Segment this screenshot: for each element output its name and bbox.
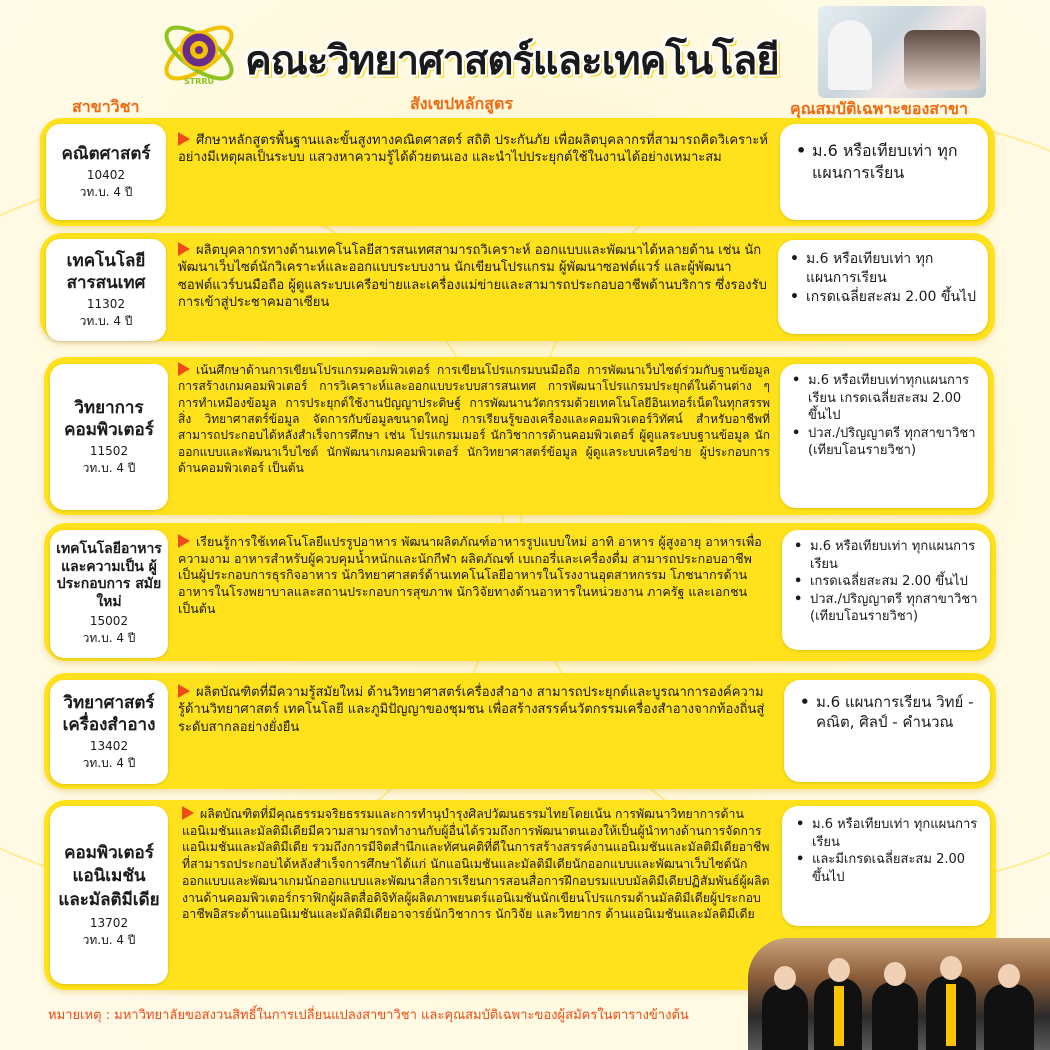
program-name-card <box>50 364 168 510</box>
program-code: 13702 <box>89 915 129 930</box>
program-name-card <box>46 239 166 341</box>
qualification-card <box>778 240 988 334</box>
qualification-item: • ปวส./ปริญญาตรี ทุกสาขาวิชา (เทียบโอนรายวิชา) <box>788 425 980 460</box>
program-name-card <box>46 124 166 220</box>
program-code: 11502 <box>89 444 129 459</box>
program-summary: ผลิตบัณฑิตที่มีคุณธรรมจริยธรรมและการทำนุบำรุงศิลปวัฒนธรรมไทยโดยเน้น การพัฒนาวิทยาการด้านแอนิเมชันและมัลติมีเดียมีความสามารถทำงานกับผู้อื่นได้รวมถึงการพัฒนาตนเองให้เป็นผู้นำทางด้านการจัดการแอนิเมชันและมัลติมีเดีย รวมถึงการมีจิตสำนึกและทัศนคติที่ดีในการสร้างสรรค์งานแอนิเมชันและมัลติมีเดียอาชีพที่สามารถประกอบได้หลังสำเร็จการศึกษาได้แก่ นักแอนิเมชันและมัลติมีเดียนักออกแบบและพัฒนาเว็บไซต์นักออกแบบและพัฒนาเกมนักออกแบบและพัฒนาสื่อการเรียนการสอนสื่อการฝึกอบรมแบบมัลติมีเดียปฏิสัมพันธ์ผู้ผลิตงานด้านคอมพิวเตอร์กราฟิกผู้ผลิตสื่อดิจิทัลผู้ผลิตภาพยนตร์แอนิเมชันนักเขียนโปรแกรมด้านมัลติมีเดียผู้ประกอบอาชีพอิสระด้านแอนิเมชันและมัลติมีเดียอาจารย์นักวิชาการ นักวิจัย และวิทยากร ด้านแอนิเมชันและมัลติมีเดีย <box>182 807 770 922</box>
column-header-major: สาขาวิชา <box>72 97 140 116</box>
column-header-qualification: คุณสมบัติเฉพาะของสาขา <box>790 99 968 118</box>
program-code: 10402 <box>86 168 126 183</box>
program-summary: เน้นศึกษาด้านการเขียนโปรแกรมคอมพิวเตอร์ การเขียนโปรแกรมบนมือถือ การพัฒนาเว็บไซต์ร่วมกับฐานข้อมูล การสร้างเกมคอมพิวเตอร์ การวิเคราะห์และออกแบบระบบสารสนเทศ การพัฒนาโปรแกรมประยุกต์ในด้านต่าง ๆ การทำเหมืองข้อมูล การประยุกต์ใช้งานปัญญาประดิษฐ์ การพัฒนานวัตกรรมด้วยเทคโนโลยีอินเทอร์เน็ตในทุกสรรพสิ่ง วิทยาศาสตร์ข้อมูล จัดการกับข้อมูลขนาดใหญ่ การเรียนรู้ของเครื่องและคอมพิวเตอร์วิทัศน์ สำหรับอาชีพที่สามารถประกอบได้หลังสำเร็จการศึกษา เช่น โปรแกรมเมอร์ นักวิชาการด้านคอมพิวเตอร์ ผู้ดูแลระบบฐานข้อมูล นักออกแบบและพัฒนาเว็บไซต์ นักพัฒนาเกมคอมพิวเตอร์ นักวิทยาศาสตร์ข้อมูล ผู้ดูแลระบบเครือข่าย ผู้ประกอบการด้านคอมพิวเตอร์ เป็นต้น <box>178 363 770 475</box>
program-name: คณิตศาสตร์ <box>61 144 151 165</box>
program-summary: เรียนรู้การใช้เทคโนโลยีแปรรูปอาหาร พัฒนาผลิตภัณฑ์อาหารรูปแบบใหม่ อาทิ อาหาร ผู้สูงอายุ อาหารเพื่อความงาม อาหารสำหรับผู้ควบคุมน้ำหนักและนักกีฬา ผลิตภัณฑ์ เบเกอรี่และเครื่องดื่ม สามารถประกอบอาชีพเป็นผู้ประกอบการธุรกิจอาหาร นักวิทยาศาสตร์ด้านเทคโนโลยีอาหารในโรงงานอุตสาหกรรม โภชนากรด้านอาหารในโรงพยาบาลและสถานประกอบการสุขภาพ นักวิจัยทางด้านอาหารในหน่วยงาน ภาครัฐ และเอกชน เป็นต้น <box>178 534 762 616</box>
qualification-item: • ม.6 หรือเทียบเท่า ทุกแผนการเรียน <box>792 816 982 851</box>
bullet-triangle-icon <box>178 534 190 548</box>
column-header-summary: สังเขปหลักสูตร <box>410 94 513 113</box>
program-degree: วท.บ. 4 ปี <box>79 185 133 200</box>
qualification-item: • ม.6 แผนการเรียน วิทย์ - คณิต, ศิลป์ - คำนวณ <box>796 692 978 733</box>
qualification-item: • ม.6 หรือเทียบเท่า ทุกแผนการเรียน <box>792 140 976 183</box>
program-name-card <box>50 806 168 984</box>
program-name: วิทยาศาสตร์ เครื่องสำอาง <box>62 693 156 736</box>
qualification-item: • ปวส./ปริญญาตรี ทุกสาขาวิชา (เทียบโอนรายวิชา) <box>790 591 982 626</box>
program-degree: วท.บ. 4 ปี <box>82 932 136 947</box>
program-degree: วท.บ. 4 ปี <box>82 461 136 476</box>
qualification-card <box>782 806 990 926</box>
bullet-triangle-icon <box>178 684 190 698</box>
program-degree: วท.บ. 4 ปี <box>79 314 133 329</box>
bullet-triangle-icon <box>182 806 194 820</box>
program-summary: ผลิตบัณฑิตที่มีความรู้สมัยใหม่ ด้านวิทยาศาสตร์เครื่องสำอาง สามารถประยุกต์และบูรณาการองค์ความรู้ด้านวิทยาศาสตร์ เทคโนโลยี และภูมิปัญญาของชุมชน เพื่อสร้างสรรค์นวัตกรรมเครื่องสำอางจากท้องถิ่นสู่ระดับสากลอย่างยั่งยืน <box>178 685 765 735</box>
qualification-item: • เกรดเฉลี่ยสะสม 2.00 ขึ้นไป <box>786 288 980 307</box>
program-degree: วท.บ. 4 ปี <box>82 631 136 645</box>
qualification-card <box>780 364 988 508</box>
bullet-triangle-icon <box>178 242 190 256</box>
program-name-card <box>50 530 168 658</box>
program-name: เทคโนโลยีอาหาร และความเป็น ผู้ประกอบการ สมัยใหม่ <box>56 541 162 610</box>
bullet-triangle-icon <box>178 132 190 146</box>
lab-photo <box>818 6 986 98</box>
program-name: วิทยาการ คอมพิวเตอร์ <box>64 398 154 441</box>
graduation-photo <box>748 938 1050 1050</box>
bullet-triangle-icon <box>178 362 190 376</box>
qualification-item: • ม.6 หรือเทียบเท่า ทุกแผนการเรียน <box>786 250 980 288</box>
program-name-card <box>50 680 168 784</box>
program-degree: วท.บ. 4 ปี <box>82 756 136 771</box>
program-code: 13402 <box>89 739 129 754</box>
program-code: 15002 <box>89 614 129 629</box>
qualification-item: • ม.6 หรือเทียบเท่า ทุกแผนการเรียน <box>790 538 982 573</box>
page-title: คณะวิทยาศาสตร์และเทคโนโลยี <box>245 38 779 84</box>
svg-text:STRRU: STRRU <box>183 77 215 86</box>
program-summary: ศึกษาหลักสูตรพื้นฐานและขั้นสูงทางคณิตศาสตร์ สถิติ ประกันภัย เพื่อผลิตบุคลากรที่สามารถคิดวิเคราะห์อย่างมีเหตุผลเป็นระบบ แสวงหาความรู้ได้ด้วยตนเอง และนำไปประยุกต์ใช้ในงานได้อย่างเหมาะสม <box>178 133 768 166</box>
faculty-logo <box>158 12 240 94</box>
qualification-card <box>780 124 988 220</box>
qualification-card <box>784 680 990 782</box>
qualification-item: • และมีเกรดเฉลี่ยสะสม 2.00 ขึ้นไป <box>792 851 982 886</box>
qualification-item: • เกรดเฉลี่ยสะสม 2.00 ขึ้นไป <box>790 573 982 591</box>
footer-note: หมายเหตุ : มหาวิทยาลัยขอสงวนสิทธิ์ในการเปลี่ยนแปลงสาขาวิชา และคุณสมบัติเฉพาะของผู้สมัครในตารางข้างต้น <box>48 1008 689 1023</box>
qualification-card <box>782 530 990 650</box>
program-name: เทคโนโลยี สารสนเทศ <box>66 251 146 294</box>
qualification-item: • ม.6 หรือเทียบเท่าทุกแผนการเรียน เกรดเฉลี่ยสะสม 2.00 ขึ้นไป <box>788 372 980 425</box>
program-summary: ผลิตบุคลากรทางด้านเทคโนโลยีสารสนเทศสามารถวิเคราะห์ ออกแบบและพัฒนาได้หลายด้าน เช่น นักพัฒนาเว็บไซต์นักวิเคราะห์และออกแบบระบบงาน นักเขียนโปรแกรม ผู้พัฒนาซอฟต์แวร์ และผู้พัฒนาซอฟต์แวร์บนมือถือ ผู้ดูแลระบบเครือข่ายและเครื่องแม่ข่ายและสามารถประกอบอาชีพด้านบริการ ซึ่งรองรับการเข้าสู่ประชาคมอาเซียน <box>178 243 767 310</box>
program-name: คอมพิวเตอร์ แอนิเมชัน และมัลติมีเดีย <box>58 842 160 911</box>
program-code: 11302 <box>86 297 126 312</box>
